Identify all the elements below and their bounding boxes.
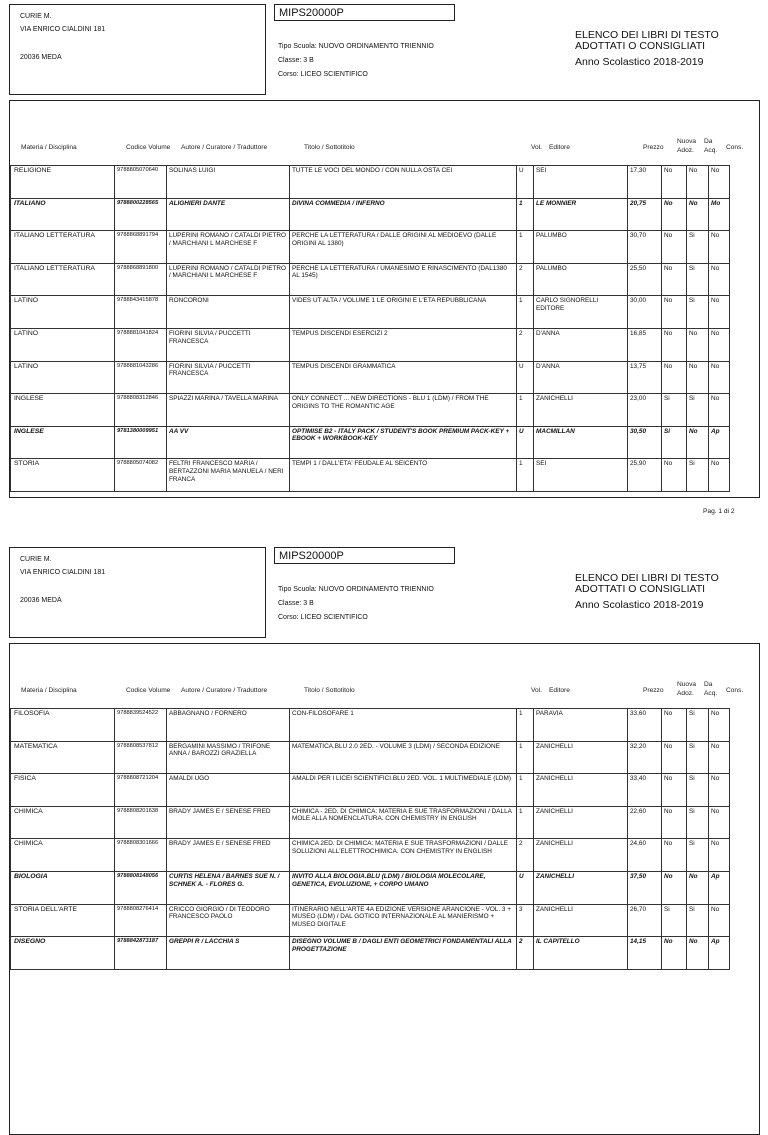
cell-nuova: No — [662, 166, 687, 199]
cell-prezzo: 33,40 — [628, 774, 662, 807]
cell-titolo: TEMPI 1 / DALL'ETA' FEUDALE AL SEICENTO — [290, 459, 517, 492]
cell-cons: No — [709, 231, 730, 264]
cell-autore: SPIAZZI MARINA / TAVELLA MARINA — [167, 394, 290, 427]
cell-nuova: Si — [662, 394, 687, 427]
cell-materia: DISEGNO — [11, 937, 115, 970]
cell-materia: LATINO — [11, 361, 115, 394]
page-number: Pag. 1 di 2 — [703, 508, 735, 515]
cell-nuova: Si — [662, 904, 687, 937]
cell-editore: CARLO SIGNORELLI EDITORE — [534, 296, 628, 329]
cell-da: Si — [687, 394, 709, 427]
col-header-autore: Autore / Curatore / Traduttore — [181, 687, 268, 694]
cell-da: No — [687, 426, 709, 459]
cell-da: No — [687, 198, 709, 231]
table-row — [11, 426, 730, 459]
cell-cons: No — [709, 774, 730, 807]
cell-autore: FIORINI SILVIA / PUCCETTI FRANCESCA — [167, 361, 290, 394]
cell-da: Si — [687, 806, 709, 839]
cell-titolo: ITINERARIO NELL'ARTE 4A EDIZIONE VERSIONE ARANCIONE - VOL. 3 + MUSEO (LDM) / DAL GOTICO INTERNAZIONALE AL MANIERISMO + MUSEO DIGITALE — [290, 904, 517, 937]
col-header-materia: Materia / Disciplina — [21, 144, 77, 151]
cell-materia: INGLESE — [11, 426, 115, 459]
cell-materia: LATINO — [11, 328, 115, 361]
table-row — [11, 166, 730, 199]
cell-autore: ABBAGNANO / FORNERO — [167, 709, 290, 742]
table-row — [11, 937, 730, 970]
cell-titolo: DIVINA COMMEDIA / INFERNO — [290, 198, 517, 231]
doc-title-line2: ADOTTATI O CONSIGLIATI — [575, 40, 706, 52]
doc-title-year: Anno Scolastico 2018-2019 — [575, 56, 704, 68]
cell-cons: Mo — [709, 198, 730, 231]
table-row — [11, 361, 730, 394]
cell-codice: 9788868891794 — [115, 231, 167, 264]
cell-da: Si — [687, 231, 709, 264]
cell-codice: 9788868891800 — [115, 263, 167, 296]
cell-codice: 9781380009951 — [115, 426, 167, 459]
col-header-autore: Autore / Curatore / Traduttore — [181, 144, 268, 151]
col-header-prezzo: Prezzo — [643, 687, 664, 694]
corso: Corso: LICEO SCIENTIFICO — [278, 71, 368, 78]
cell-editore: D'ANNA — [534, 361, 628, 394]
cell-editore: ZANICHELLI — [534, 394, 628, 427]
cell-da: Si — [687, 774, 709, 807]
cell-titolo: CHIMICA - 2ED. DI CHIMICA: MATERIA E SUE TRASFORMAZIONI / DALLA MOLE ALLA NOMENCLATURA. CON CHEMISTRY IN ENGLISH — [290, 806, 517, 839]
cell-materia: MATEMATICA — [11, 741, 115, 774]
cell-da: Si — [687, 263, 709, 296]
cell-da: No — [687, 166, 709, 199]
cell-autore: AMALDI UGO — [167, 774, 290, 807]
col-header-prezzo: Prezzo — [643, 144, 664, 151]
cell-prezzo: 30,70 — [628, 231, 662, 264]
cell-vol: 1 — [517, 394, 534, 427]
cell-editore: PALUMBO — [534, 231, 628, 264]
school-address: VIA ENRICO CIALDINI 181 — [20, 26, 106, 33]
cell-vol: 3 — [517, 904, 534, 937]
cell-titolo: MATEMATICA.BLU 2.0 2ED. - VOLUME 3 (LDM) / SECONDA EDIZIONE — [290, 741, 517, 774]
cell-prezzo: 25,90 — [628, 459, 662, 492]
cell-prezzo: 17,30 — [628, 166, 662, 199]
col-header-cons: Cons. — [726, 144, 744, 151]
cell-codice: 9788808312846 — [115, 394, 167, 427]
col-header-editore: Editore — [549, 687, 570, 694]
cell-prezzo: 16,85 — [628, 328, 662, 361]
cell-autore: CURTIS HELENA / BARNES SUE N. / SCHNEK A. - FLORES G. — [167, 871, 290, 904]
cell-da: Si — [687, 741, 709, 774]
cell-autore: RONCORONI — [167, 296, 290, 329]
col-header-cons: Cons. — [726, 687, 744, 694]
col-header-titolo: Titolo / Sottotitolo — [304, 687, 355, 694]
cell-nuova: Si — [662, 426, 687, 459]
table-row — [11, 328, 730, 361]
cell-titolo: PERCHE LA LETTERATURA / DALLE ORIGINI AL MEDIOEVO (DALLE ORIGINI AL 1380) — [290, 231, 517, 264]
cell-nuova: No — [662, 198, 687, 231]
cell-vol: 1 — [517, 709, 534, 742]
cell-da: No — [687, 361, 709, 394]
cell-vol: 2 — [517, 839, 534, 872]
cell-titolo: AMALDI PER I LICEI SCIENTIFICI.BLU 2ED. VOL. 1 MULTIMEDIALE (LDM) — [290, 774, 517, 807]
cell-materia: FILOSOFIA — [11, 709, 115, 742]
cell-codice: 9788805070640 — [115, 166, 167, 199]
cell-materia: INGLESE — [11, 394, 115, 427]
doc-title-line1: ELENCO DEI LIBRI DI TESTO — [575, 572, 719, 584]
cell-prezzo: 26,70 — [628, 904, 662, 937]
cell-da: No — [687, 937, 709, 970]
cell-cons: No — [709, 839, 730, 872]
table-row — [11, 709, 730, 742]
cell-vol: U — [517, 426, 534, 459]
cell-codice: 9788881041824 — [115, 328, 167, 361]
cell-codice: 9788842873187 — [115, 937, 167, 970]
school-address: VIA ENRICO CIALDINI 181 — [20, 569, 106, 576]
cell-prezzo: 22,60 — [628, 806, 662, 839]
col-header-da: Da — [704, 138, 713, 145]
cell-autore: BRADY JAMES E / SENESE FRED — [167, 839, 290, 872]
cell-da: Si — [687, 709, 709, 742]
cell-prezzo: 23,00 — [628, 394, 662, 427]
cell-vol: 1 — [517, 806, 534, 839]
books-table — [10, 165, 730, 492]
cell-vol: 1 — [517, 459, 534, 492]
cell-vol: 1 — [517, 198, 534, 231]
col-header-adoz: Adoz. — [677, 147, 694, 154]
cell-vol: 1 — [517, 296, 534, 329]
cell-materia: ITALIANO LETTERATURA — [11, 263, 115, 296]
cell-editore: SEI — [534, 459, 628, 492]
school-city: 20036 MEDA — [20, 597, 62, 604]
cell-editore: ZANICHELLI — [534, 839, 628, 872]
cell-nuova: No — [662, 871, 687, 904]
cell-autore: CRICCO GIORGIO / DI TEODORO FRANCESCO PAOLO — [167, 904, 290, 937]
cell-cons: No — [709, 459, 730, 492]
cell-prezzo: 30,00 — [628, 296, 662, 329]
cell-editore: PARAVIA — [534, 709, 628, 742]
cell-vol: U — [517, 871, 534, 904]
col-header-titolo: Titolo / Sottotitolo — [304, 144, 355, 151]
col-header-nuova: Nuova — [677, 138, 697, 145]
cell-autore: ALIGHIERI DANTE — [167, 198, 290, 231]
table-row — [11, 394, 730, 427]
cell-titolo: PERCHE LA LETTERATURA / UMANESIMO E RINASCIMENTO (DAL1380 AL 1545) — [290, 263, 517, 296]
cell-codice: 9788881043286 — [115, 361, 167, 394]
cell-cons: No — [709, 709, 730, 742]
table-row — [11, 198, 730, 231]
cell-codice: 9788800228565 — [115, 198, 167, 231]
school-address-box — [9, 547, 266, 638]
cell-codice: 9788843415878 — [115, 296, 167, 329]
cell-materia: CHIMICA — [11, 806, 115, 839]
cell-cons: No — [709, 296, 730, 329]
cell-nuova: No — [662, 741, 687, 774]
cell-nuova: No — [662, 231, 687, 264]
cell-materia: ITALIANO — [11, 198, 115, 231]
cell-materia: RELIGIONE — [11, 166, 115, 199]
col-header-materia: Materia / Disciplina — [21, 687, 77, 694]
cell-autore: SOLINAS LUIGI — [167, 166, 290, 199]
cell-editore: LE MONNIER — [534, 198, 628, 231]
cell-da: No — [687, 871, 709, 904]
table-row — [11, 904, 730, 937]
cell-titolo: ONLY CONNECT ... NEW DIRECTIONS - BLU 1 (LDM) / FROM THE ORIGINS TO THE ROMANTIC AGE — [290, 394, 517, 427]
table-row — [11, 741, 730, 774]
cell-titolo: OPTIMISE B2 - ITALY PACK / STUDENT'S BOOK PREMIUM PACK-KEY + EBOOK + WORKBOOK-KEY — [290, 426, 517, 459]
cell-nuova: No — [662, 806, 687, 839]
cell-vol: 2 — [517, 937, 534, 970]
school-address-box — [9, 4, 266, 95]
cell-prezzo: 25,50 — [628, 263, 662, 296]
cell-nuova: No — [662, 937, 687, 970]
cell-vol: 2 — [517, 263, 534, 296]
cell-titolo: CHIMICA 2ED. DI CHIMICA: MATERIA E SUE TRASFORMAZIONI / DALLE SOLUZIONI ALL'ELETTROCHIMICA. CON CHEMISTRY IN ENGLISH — [290, 839, 517, 872]
cell-cons: No — [709, 328, 730, 361]
table-row — [11, 871, 730, 904]
cell-prezzo: 33,60 — [628, 709, 662, 742]
school-code-box: MIPS20000P — [274, 4, 455, 21]
cell-da: Si — [687, 904, 709, 937]
cell-prezzo: 13,75 — [628, 361, 662, 394]
cell-cons: No — [709, 361, 730, 394]
table-row — [11, 231, 730, 264]
school-name: CURIE M. — [20, 13, 52, 20]
cell-nuova: No — [662, 459, 687, 492]
cell-nuova: No — [662, 263, 687, 296]
cell-vol: 1 — [517, 231, 534, 264]
cell-cons: No — [709, 806, 730, 839]
cell-vol: U — [517, 166, 534, 199]
cell-prezzo: 32,20 — [628, 741, 662, 774]
col-header-acq: Acq. — [704, 147, 718, 154]
col-header-nuova: Nuova — [677, 681, 697, 688]
classe: Classe: 3 B — [278, 600, 314, 607]
cell-nuova: No — [662, 296, 687, 329]
cell-editore: ZANICHELLI — [534, 871, 628, 904]
classe: Classe: 3 B — [278, 57, 314, 64]
cell-codice: 9788808721204 — [115, 774, 167, 807]
cell-titolo: TEMPUS DISCENDI GRAMMATICA — [290, 361, 517, 394]
doc-title-year: Anno Scolastico 2018-2019 — [575, 599, 704, 611]
cell-nuova: No — [662, 328, 687, 361]
cell-autore: FELTRI FRANCESCO MARIA / BERTAZZONI MARIA MANUELA / NERI FRANCA — [167, 459, 290, 492]
cell-vol: U — [517, 361, 534, 394]
cell-autore: BERGAMINI MASSIMO / TRIFONE ANNA / BAROZZI GRAZIELLA — [167, 741, 290, 774]
cell-editore: SEI — [534, 166, 628, 199]
cell-prezzo: 30,50 — [628, 426, 662, 459]
school-city: 20036 MEDA — [20, 54, 62, 61]
school-name: CURIE M. — [20, 556, 52, 563]
cell-cons: Ap — [709, 871, 730, 904]
cell-materia: STORIA DELL'ARTE — [11, 904, 115, 937]
table-row — [11, 296, 730, 329]
cell-nuova: No — [662, 361, 687, 394]
cell-cons: Ap — [709, 937, 730, 970]
col-header-da: Da — [704, 681, 713, 688]
cell-editore: ZANICHELLI — [534, 806, 628, 839]
school-code-box: MIPS20000P — [274, 547, 455, 564]
table-row — [11, 806, 730, 839]
cell-autore: LUPERINI ROMANO / CATALDI PIETRO / MARCHIANI L MARCHESE F — [167, 231, 290, 264]
cell-editore: ZANICHELLI — [534, 741, 628, 774]
cell-cons: No — [709, 394, 730, 427]
cell-autore: GREPPI R / LACCHIA S — [167, 937, 290, 970]
cell-autore: LUPERINI ROMANO / CATALDI PIETRO / MARCHIANI L MARCHESE F — [167, 263, 290, 296]
cell-vol: 1 — [517, 774, 534, 807]
books-table — [10, 708, 730, 970]
cell-codice: 9788808148056 — [115, 871, 167, 904]
cell-editore: ZANICHELLI — [534, 904, 628, 937]
cell-autore: AA VV — [167, 426, 290, 459]
cell-codice: 9788808301666 — [115, 839, 167, 872]
cell-cons: Ap — [709, 426, 730, 459]
cell-vol: 2 — [517, 328, 534, 361]
col-header-codice: Codice Volume — [126, 144, 171, 151]
cell-vol: 1 — [517, 741, 534, 774]
table-row — [11, 774, 730, 807]
cell-materia: STORIA — [11, 459, 115, 492]
cell-cons: No — [709, 263, 730, 296]
tipo-scuola: Tipo Scuola: NUOVO ORDINAMENTO TRIENNIO — [278, 586, 434, 593]
cell-titolo: INVITO ALLA BIOLOGIA.BLU (LDM) / BIOLOGIA MOLECOLARE, GENETICA, EVOLUZIONE, + CORPO UMANO — [290, 871, 517, 904]
doc-title-line2: ADOTTATI O CONSIGLIATI — [575, 583, 706, 595]
cell-cons: No — [709, 166, 730, 199]
cell-editore: IL CAPITELLO — [534, 937, 628, 970]
cell-editore: D'ANNA — [534, 328, 628, 361]
col-header-editore: Editore — [549, 144, 570, 151]
cell-editore: PALUMBO — [534, 263, 628, 296]
cell-codice: 9788805074082 — [115, 459, 167, 492]
cell-autore: FIORINI SILVIA / PUCCETTI FRANCESCA — [167, 328, 290, 361]
doc-title-line1: ELENCO DEI LIBRI DI TESTO — [575, 29, 719, 41]
cell-materia: CHIMICA — [11, 839, 115, 872]
cell-nuova: No — [662, 839, 687, 872]
cell-codice: 9788808201638 — [115, 806, 167, 839]
cell-nuova: No — [662, 774, 687, 807]
col-header-vol: Vol. — [531, 687, 542, 694]
cell-prezzo: 20,75 — [628, 198, 662, 231]
cell-titolo: TUTTE LE VOCI DEL MONDO / CON NULLA OSTA CEI — [290, 166, 517, 199]
cell-titolo: DISEGNO VOLUME B / DAGLI ENTI GEOMETRICI FONDAMENTALI ALLA PROGETTAZIONE — [290, 937, 517, 970]
cell-cons: No — [709, 741, 730, 774]
cell-codice: 9788839524522 — [115, 709, 167, 742]
col-header-codice: Codice Volume — [126, 687, 171, 694]
cell-da: Si — [687, 839, 709, 872]
table-row — [11, 459, 730, 492]
cell-editore: ZANICHELLI — [534, 774, 628, 807]
cell-da: Si — [687, 296, 709, 329]
cell-prezzo: 24,60 — [628, 839, 662, 872]
cell-codice: 9788808537812 — [115, 741, 167, 774]
cell-da: No — [687, 328, 709, 361]
cell-nuova: No — [662, 709, 687, 742]
cell-prezzo: 14,15 — [628, 937, 662, 970]
cell-codice: 9788808276414 — [115, 904, 167, 937]
cell-autore: BRADY JAMES E / SENESE FRED — [167, 806, 290, 839]
cell-da: Si — [687, 459, 709, 492]
cell-titolo: VIDES UT ALTA / VOLUME 1 LE ORIGINI E L'ETA REPUBBLICANA — [290, 296, 517, 329]
cell-titolo: CON-FILOSOFARE 1 — [290, 709, 517, 742]
cell-materia: FISICA — [11, 774, 115, 807]
cell-materia: LATINO — [11, 296, 115, 329]
cell-prezzo: 37,50 — [628, 871, 662, 904]
cell-editore: MACMILLAN — [534, 426, 628, 459]
col-header-adoz: Adoz. — [677, 690, 694, 697]
corso: Corso: LICEO SCIENTIFICO — [278, 614, 368, 621]
col-header-acq: Acq. — [704, 690, 718, 697]
cell-cons: No — [709, 904, 730, 937]
cell-materia: BIOLOGIA — [11, 871, 115, 904]
cell-titolo: TEMPUS DISCENDI ESERCIZI 2 — [290, 328, 517, 361]
table-row — [11, 263, 730, 296]
cell-materia: ITALIANO LETTERATURA — [11, 231, 115, 264]
col-header-vol: Vol. — [531, 144, 542, 151]
table-row — [11, 839, 730, 872]
tipo-scuola: Tipo Scuola: NUOVO ORDINAMENTO TRIENNIO — [278, 43, 434, 50]
